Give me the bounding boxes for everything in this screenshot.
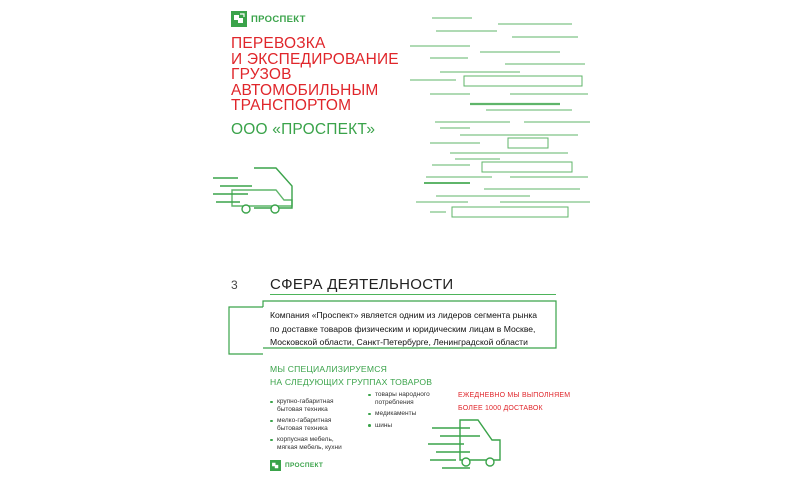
logo-text: ПРОСПЕКТ (285, 462, 324, 469)
special-line: МЫ СПЕЦИАЛИЗИРУЕМСЯ (270, 364, 388, 374)
intro-text (270, 309, 560, 350)
title-line: ТРАНСПОРТОМ (231, 97, 352, 115)
company-name: ООО «ПРОСПЕКТ» (231, 121, 376, 138)
specialization-heading (270, 363, 432, 389)
list-item: крупно-габаритная бытовая техника (270, 398, 370, 413)
list-item: корпусная мебель, мягкая мебель, кухни (270, 436, 370, 451)
list-item: медикаменты (368, 410, 458, 418)
daily-line: БОЛЕЕ 1000 ДОСТАВОК (458, 405, 543, 412)
title-line: ПЕРЕВОЗКА (231, 35, 326, 52)
list-item: мелко-габаритная бытовая техника (270, 417, 370, 432)
section-divider (270, 294, 556, 295)
list-item: товары народного потребления (368, 391, 458, 406)
groups-left (270, 398, 370, 455)
special-line: НА СЛЕДУЮЩИХ ГРУППАХ ТОВАРОВ (270, 377, 433, 387)
title-line: ГРУЗОВ (231, 66, 292, 84)
intro-line: Московской области, Санкт-Петербурге, Ленинградской области (270, 337, 528, 348)
truck-top (213, 168, 292, 213)
title-line: АВТОМОБИЛЬНЫМ (231, 81, 379, 99)
speed-lines-top (410, 18, 590, 217)
footer-logo (270, 460, 323, 471)
page-number: 3 (231, 278, 238, 292)
logo-text: ПРОСПЕКТ (251, 13, 306, 25)
section-title: СФЕРА ДЕЯТЕЛЬНОСТИ (270, 276, 454, 293)
logo-icon (270, 460, 281, 471)
list-item: шины (368, 422, 458, 430)
groups-right (368, 391, 458, 433)
daily-deliveries (458, 389, 570, 415)
intro-line: по доставке товаров физическим и юридическим лицам в Москве, (270, 323, 536, 334)
intro-line: Компания «Проспект» является одним из лидеров сегмента рынка (270, 310, 538, 320)
title-line: И ЭКСПЕДИРОВАНИЕ (231, 50, 399, 68)
daily-line: ЕЖЕДНЕВНО МЫ ВЫПОЛНЯЕМ (458, 392, 571, 399)
